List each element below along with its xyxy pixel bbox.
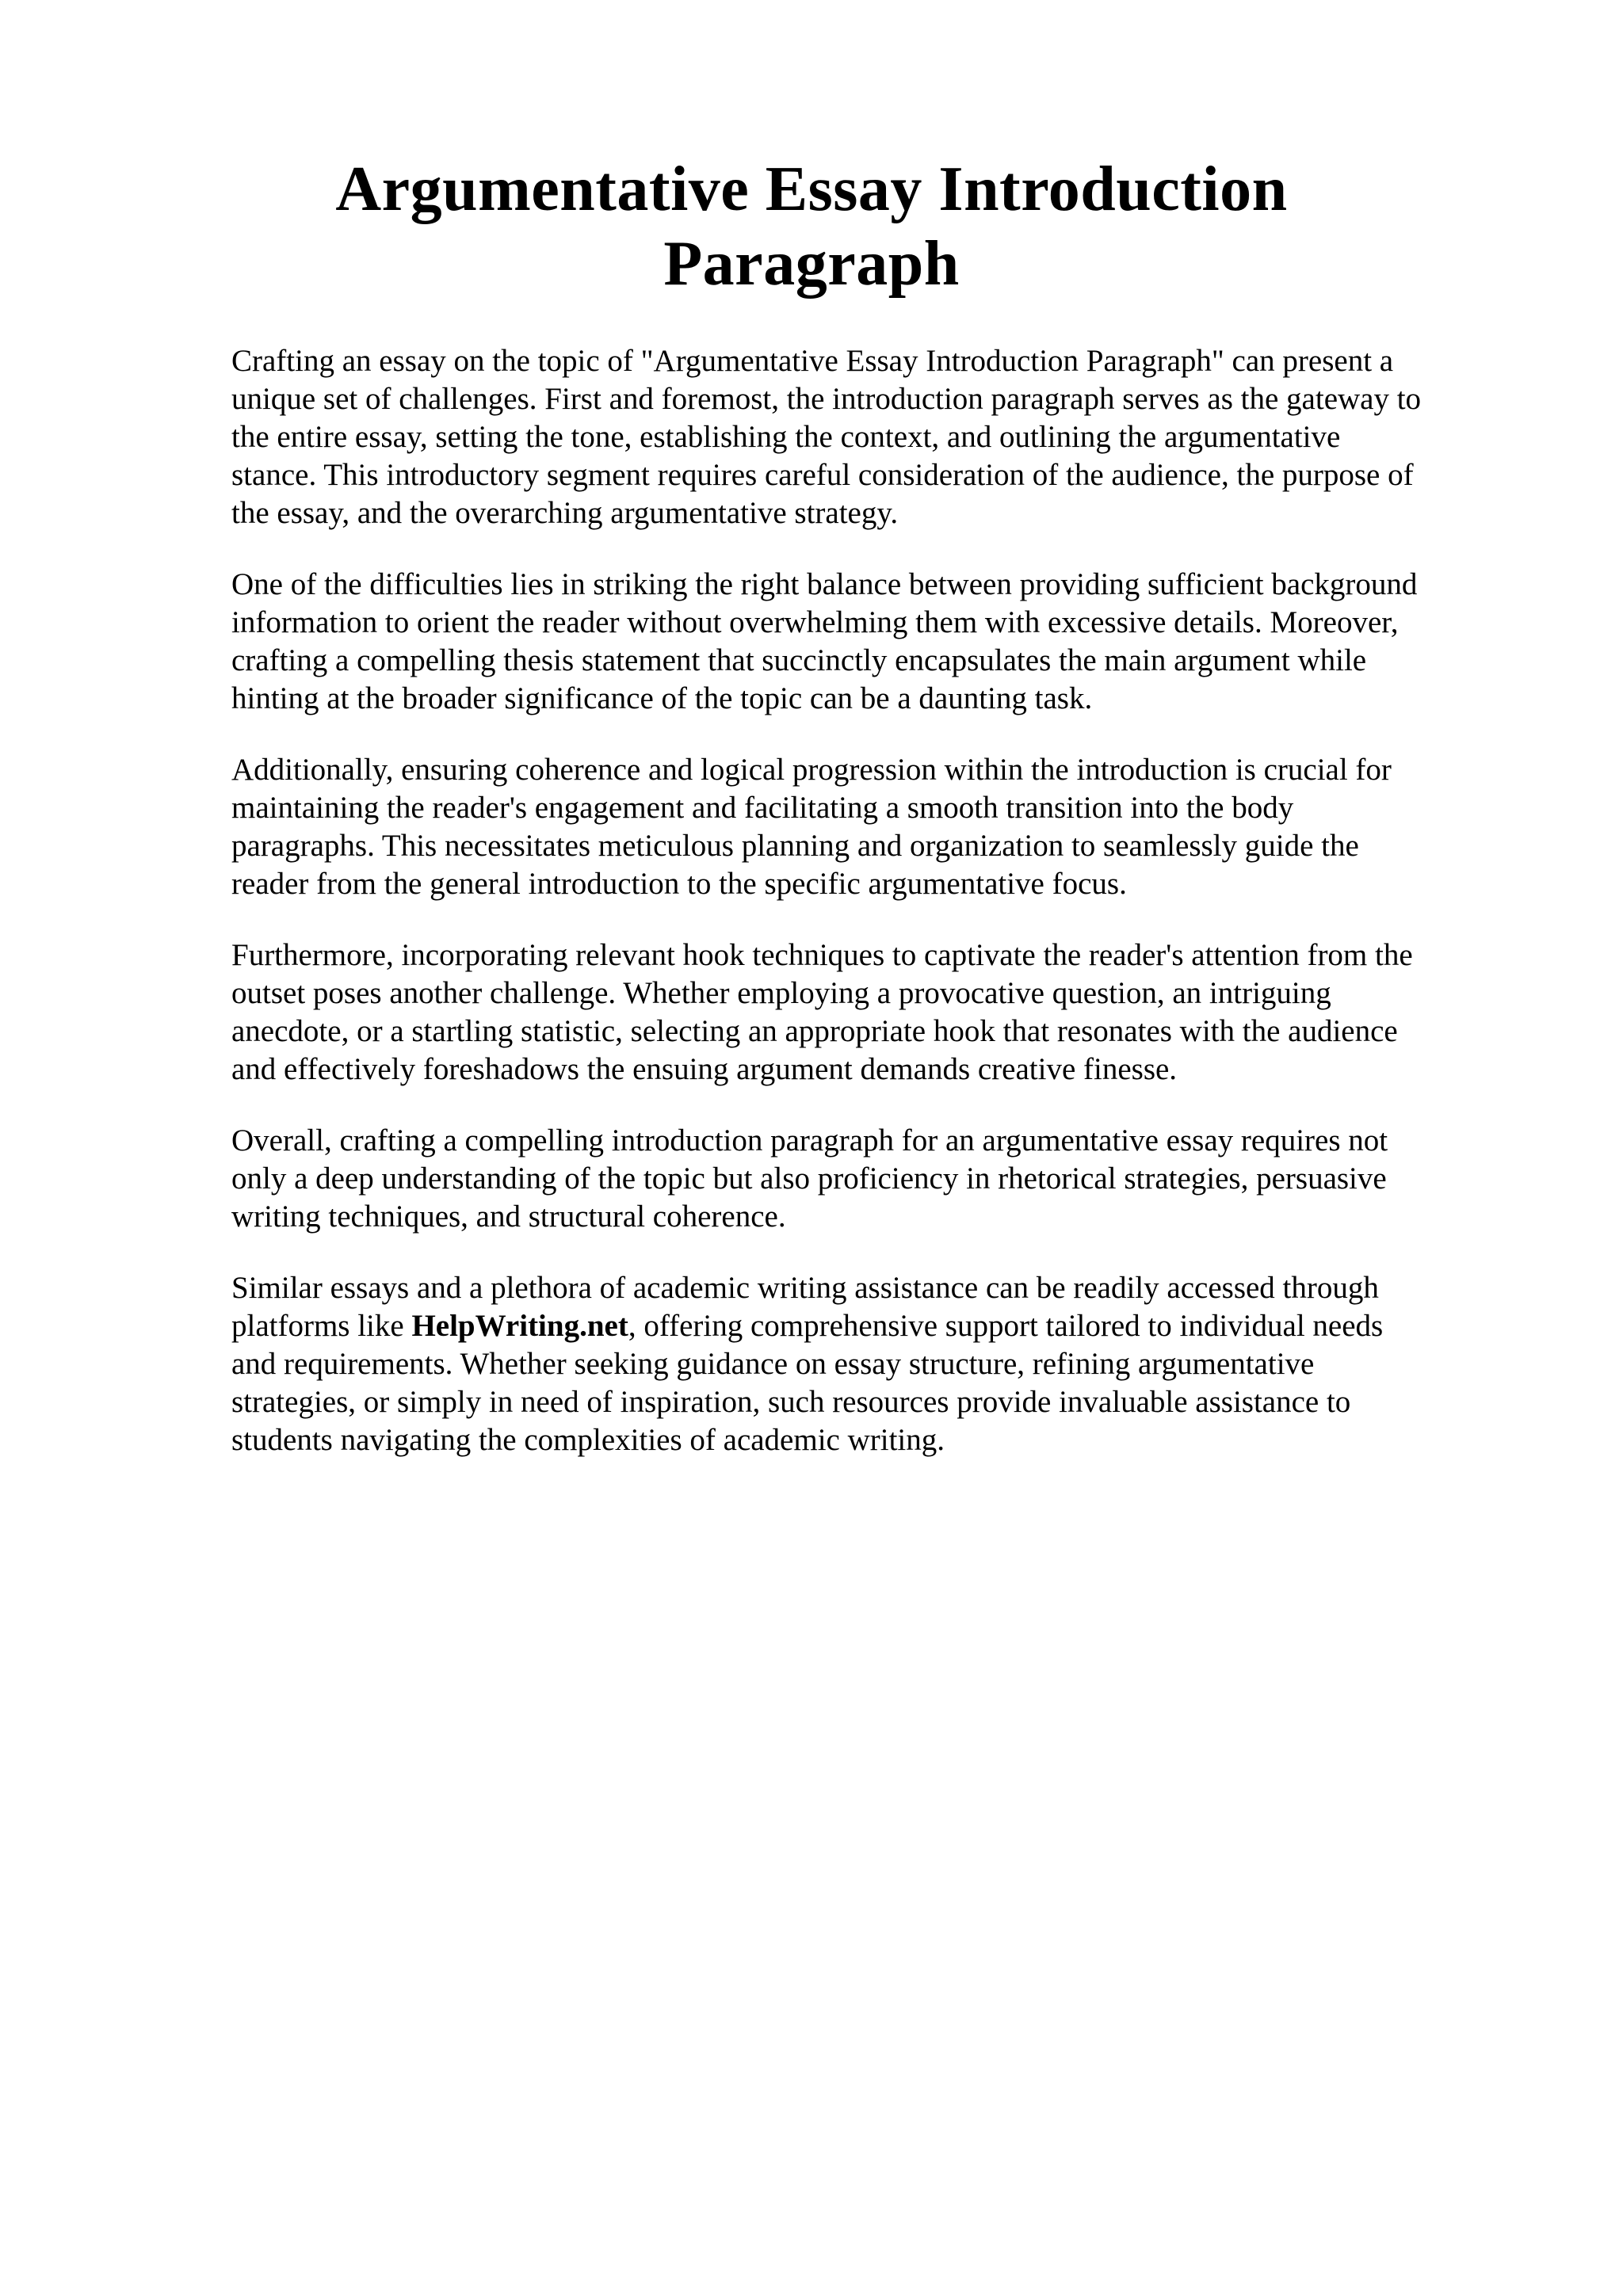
text-line: crafting a compelling thesis statement that succinctly encapsulates the main argument while xyxy=(231,643,1367,677)
document-title xyxy=(0,152,1623,301)
paragraph-1 xyxy=(231,342,1515,532)
text-line: unique set of challenges. First and foremost, the introduction paragraph serves as the gateway to xyxy=(231,382,1422,416)
text-line: Similar essays and a plethora of academic writing assistance can be readily accessed through xyxy=(231,1271,1379,1305)
text-line: the essay, and the overarching argumentative strategy. xyxy=(231,496,899,530)
helpwriting-link[interactable]: HelpWriting.net xyxy=(411,1309,628,1343)
text-run: platforms like xyxy=(231,1309,412,1343)
text-line: and requirements. Whether seeking guidance on essay structure, refining argumentative xyxy=(231,1347,1315,1381)
text-line: the entire essay, setting the tone, establishing the context, and outlining the argumentative xyxy=(231,420,1341,454)
text-line: writing techniques, and structural coherence. xyxy=(231,1199,786,1234)
text-line xyxy=(231,1307,1515,1345)
text-line: only a deep understanding of the topic but also proficiency in rhetorical strategies, persuasive xyxy=(231,1161,1387,1196)
paragraph-4 xyxy=(231,936,1515,1089)
text-line: Overall, crafting a compelling introduction paragraph for an argumentative essay requires not xyxy=(231,1123,1388,1158)
paragraph-6 xyxy=(231,1269,1515,1459)
paragraph-2 xyxy=(231,566,1515,718)
text-line: information to orient the reader without overwhelming them with excessive details. Moreover, xyxy=(231,605,1399,639)
title-line: Argumentative Essay Introduction xyxy=(335,154,1288,224)
text-line: maintaining the reader's engagement and facilitating a smooth transition into the body xyxy=(231,791,1294,825)
text-line: Crafting an essay on the topic of "Argumentative Essay Introduction Paragraph" can present a xyxy=(231,344,1394,378)
text-line: students navigating the complexities of academic writing. xyxy=(231,1423,945,1457)
text-line: hinting at the broader significance of the topic can be a daunting task. xyxy=(231,681,1093,715)
text-line: outset poses another challenge. Whether employing a provocative question, an intriguing xyxy=(231,976,1331,1010)
text-line: Furthermore, incorporating relevant hook techniques to captivate the reader's attention from the xyxy=(231,938,1413,972)
text-run: , offering comprehensive support tailored to individual needs xyxy=(628,1309,1384,1343)
text-line: paragraphs. This necessitates meticulous planning and organization to seamlessly guide the xyxy=(231,829,1359,863)
title-line: Paragraph xyxy=(663,229,960,299)
text-line: strategies, or simply in need of inspiration, such resources provide invaluable assistance to xyxy=(231,1385,1351,1419)
document-body xyxy=(231,342,1515,1493)
text-line: One of the difficulties lies in striking the right balance between providing sufficient background xyxy=(231,567,1418,601)
paragraph-3 xyxy=(231,751,1515,903)
paragraph-5 xyxy=(231,1122,1515,1236)
text-line: Additionally, ensuring coherence and logical progression within the introduction is crucial for xyxy=(231,753,1392,787)
text-line: stance. This introductory segment requires careful consideration of the audience, the purpose of xyxy=(231,458,1414,492)
text-line: anecdote, or a startling statistic, selecting an appropriate hook that resonates with the audience xyxy=(231,1014,1398,1048)
text-line: and effectively foreshadows the ensuing argument demands creative finesse. xyxy=(231,1052,1178,1086)
text-line: reader from the general introduction to the specific argumentative focus. xyxy=(231,867,1127,901)
